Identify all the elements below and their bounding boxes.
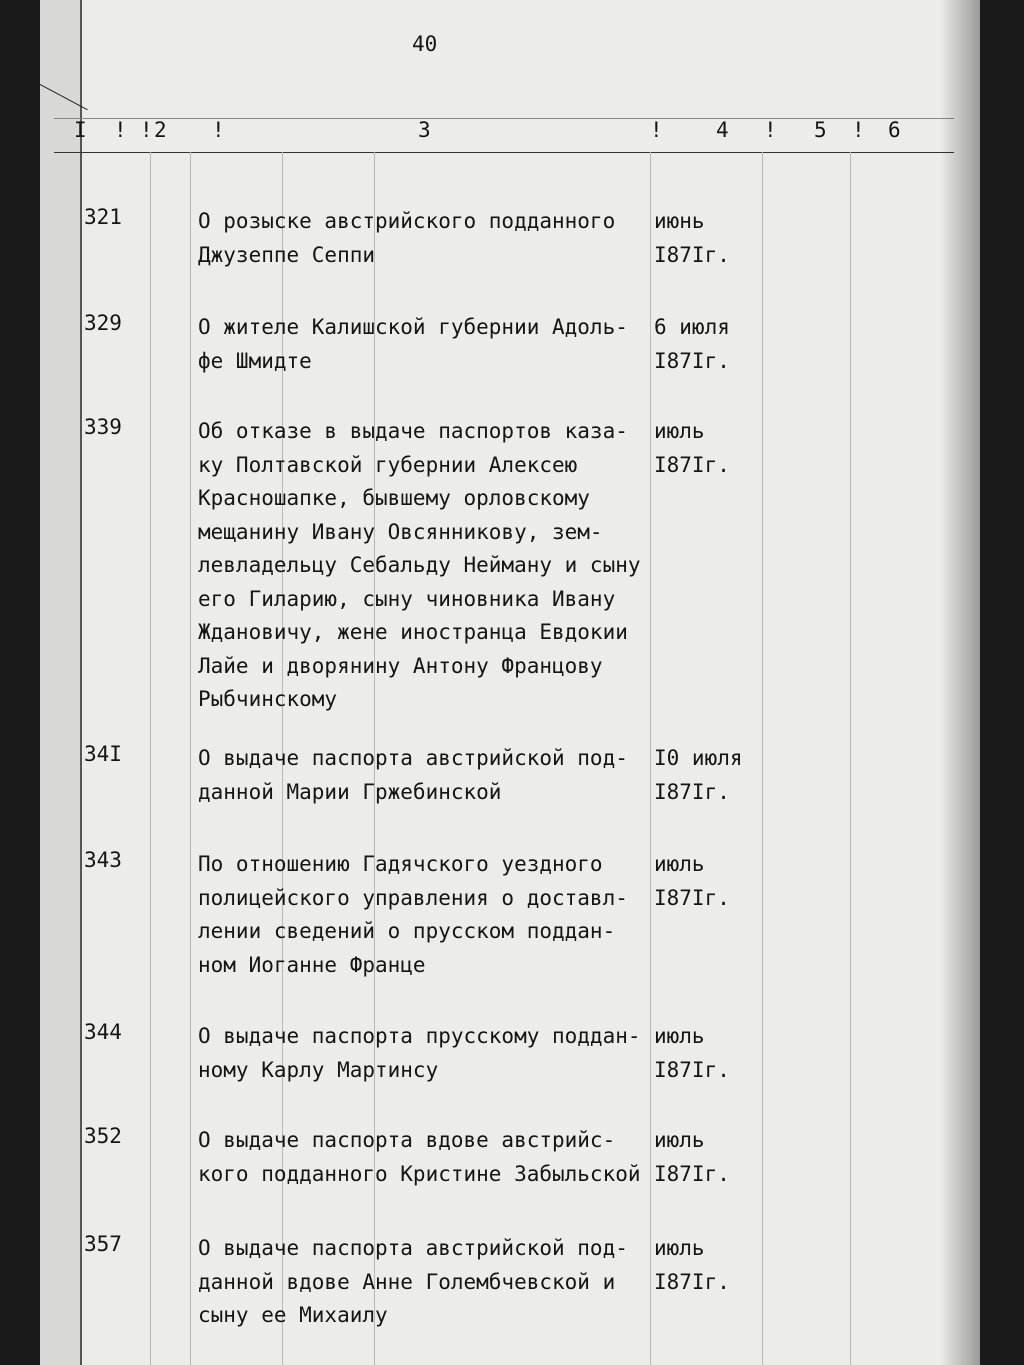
entry-number: 339 [84, 415, 122, 439]
column-divider [190, 152, 191, 1365]
entry-description: О выдаче паспорта вдове австрийс- кого подданного Кристине Забыльской [198, 1128, 641, 1186]
entry-date: июль I87Iг. [654, 419, 730, 477]
entry-number: 329 [84, 311, 122, 335]
entry-description: О выдаче паспорта австрийской под- данной Марии Гржебинской [198, 746, 628, 804]
entry-number: 34I [84, 742, 122, 766]
entry-date: июль I87Iг. [654, 852, 730, 910]
column-separator: ! [650, 118, 663, 142]
column-divider [150, 152, 151, 1365]
column-separator: ! [140, 118, 153, 142]
column-separator: ! [852, 118, 865, 142]
entry-date: июнь I87Iг. [654, 209, 730, 267]
page-edge-shadow [940, 0, 980, 1365]
entry-description: О жителе Калишской губернии Адоль- фе Шмидте [198, 315, 628, 373]
underlying-sheet [40, 0, 82, 1365]
document-page [40, 0, 980, 1365]
entry-description: О розыске австрийского подданного Джузеппе Сеппи [198, 209, 616, 267]
column-number: 6 [888, 118, 901, 142]
column-number: 5 [814, 118, 827, 142]
page-number: 40 [412, 32, 438, 56]
column-separator: ! [212, 118, 225, 142]
entry-date: июль I87Iг. [654, 1236, 730, 1294]
entry-description: По отношению Гадячского уездного полицейского управления о доставл- лении сведений о прусском поддан- ном Иоганне Франце [198, 852, 628, 977]
column-separator: ! [764, 118, 777, 142]
entry-date: I0 июля I87Iг. [654, 746, 743, 804]
entry-number: 343 [84, 848, 122, 872]
page-curl [40, 0, 116, 110]
column-divider [850, 152, 851, 1365]
entry-description: О выдаче паспорта прусскому поддан- ному Карлу Мартинсу [198, 1024, 641, 1082]
column-separator: ! [114, 118, 127, 142]
header-rule-bottom [54, 152, 954, 153]
entry-date: 6 июля I87Iг. [654, 315, 730, 373]
column-number: I [74, 118, 87, 142]
entry-description: Об отказе в выдаче паспортов каза- ку Полтавской губернии Алексею Красношапке, бывшему орловскому мещанину Ивану Овсянникову, зем- левладельцу Себальду Нейману и сыну его Гиларию, сыну чиновника Ивану Ждановичу, жене иностранца Евдокии Лайе и дворянину Антону Францову Рыбчинскому [198, 419, 641, 711]
column-number-row [40, 118, 980, 152]
entry-number: 357 [84, 1232, 122, 1256]
column-number: 3 [418, 118, 431, 142]
column-number: 2 [154, 118, 167, 142]
entry-date: июль I87Iг. [654, 1024, 730, 1082]
entry-number: 321 [84, 205, 122, 229]
entry-date: июль I87Iг. [654, 1128, 730, 1186]
column-number: 4 [716, 118, 729, 142]
entry-number: 352 [84, 1124, 122, 1148]
entry-description: О выдаче паспорта австрийской под- данной вдове Анне Голембчевской и сыну ее Михаилу [198, 1236, 628, 1327]
column-divider [762, 152, 763, 1365]
entry-number: 344 [84, 1020, 122, 1044]
